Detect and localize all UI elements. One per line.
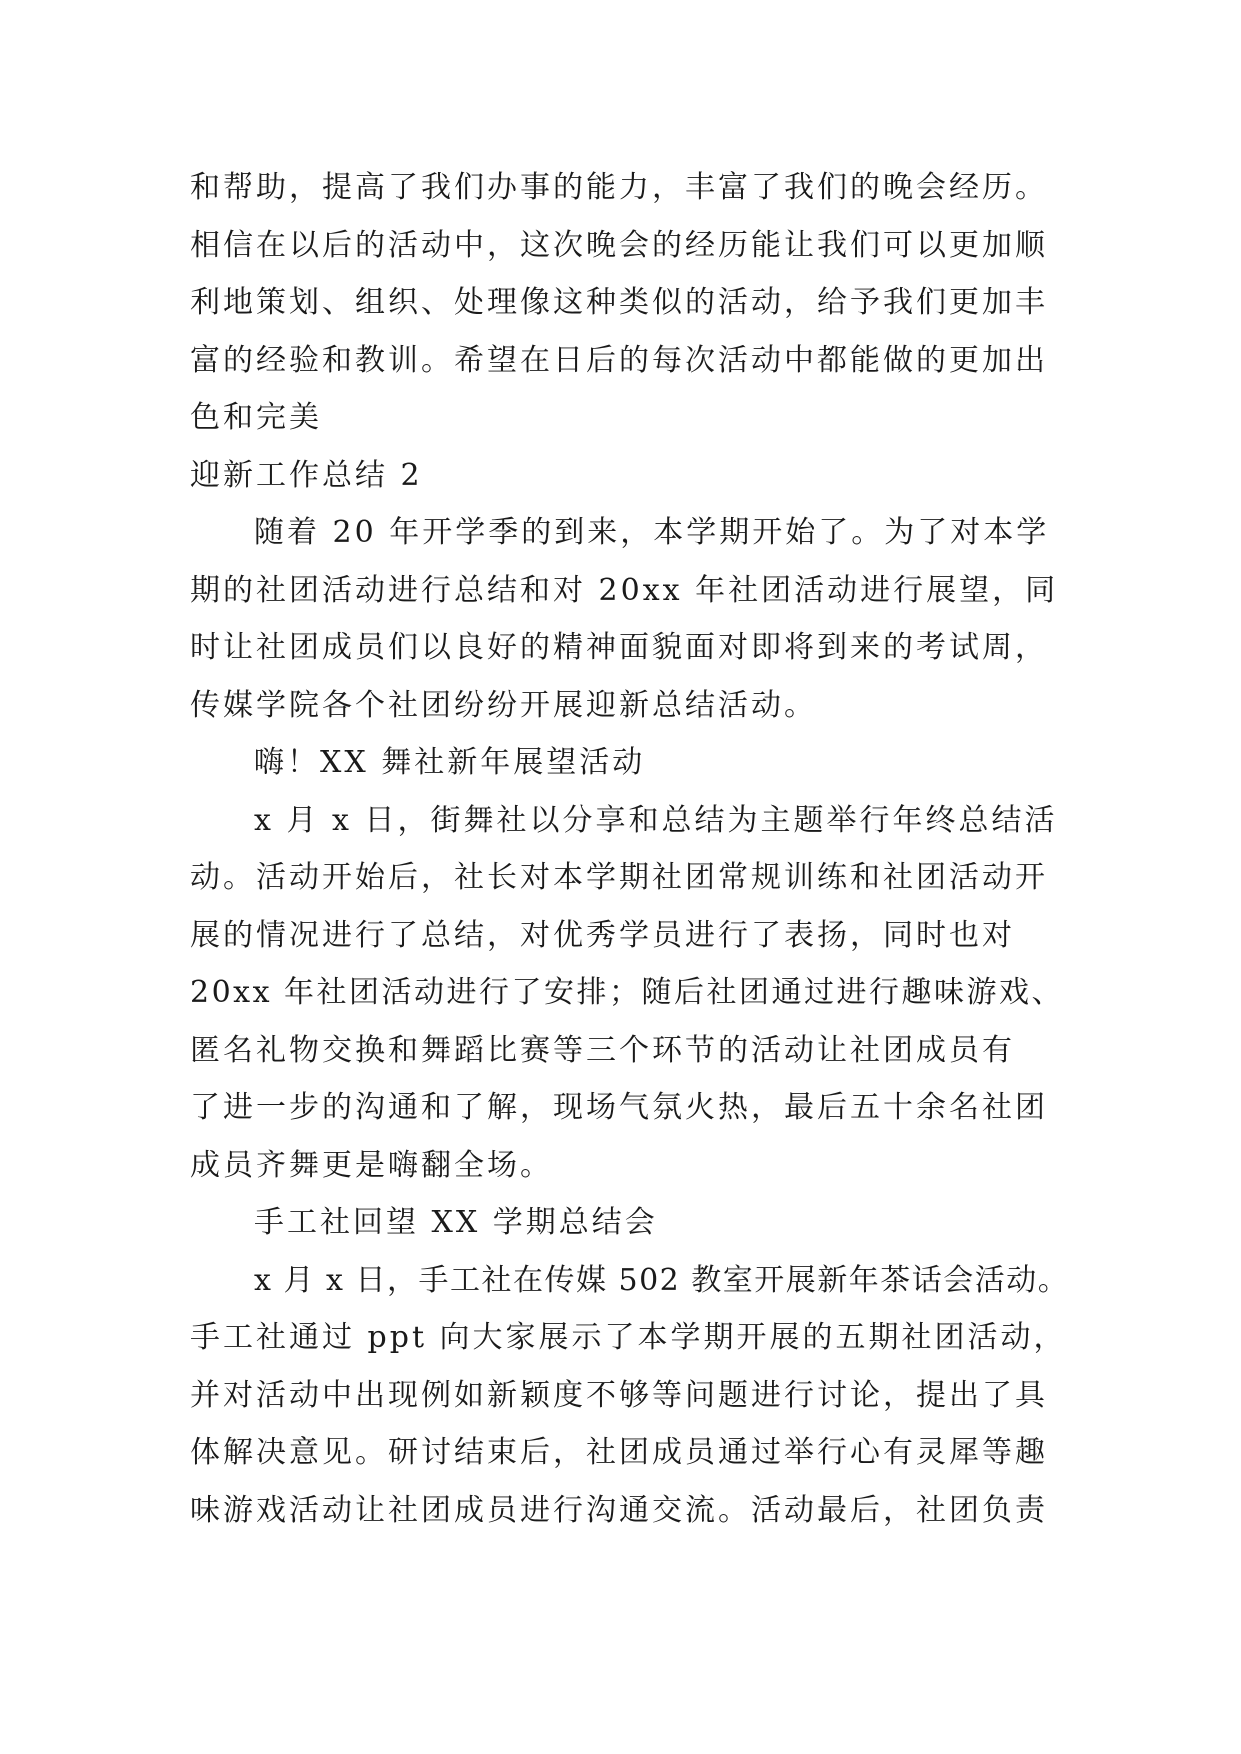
document-line: 传媒学院各个社团纷纷开展迎新总结活动。 xyxy=(190,687,817,723)
document-line: 20xx 年社团活动进行了安排；随后社团通过进行趣味游戏、 xyxy=(190,975,1065,1010)
document-line: 迎新工作总结 2 xyxy=(190,457,423,493)
document-line: 相信在以后的活动中，这次晚会的经历能让我们可以更加顺 xyxy=(190,227,1048,263)
document-line: 富的经验和教训。希望在日后的每次活动中都能做的更加出 xyxy=(190,342,1048,378)
document-line: x 月 x 日，手工社在传媒 502 教室开展新年茶话会活动。 xyxy=(254,1262,1070,1298)
document-line: 了进一步的沟通和了解，现场气氛火热，最后五十余名社团 xyxy=(190,1090,1048,1125)
document-line: 色和完美 xyxy=(190,400,322,435)
document-line: 手工社通过 ppt 向大家展示了本学期开展的五期社团活动， xyxy=(190,1320,1067,1355)
document-body xyxy=(190,159,1070,1539)
document-line: 动。活动开始后，社长对本学期社团常规训练和社团活动开 xyxy=(190,860,1048,895)
document-line: 成员齐舞更是嗨翻全场。 xyxy=(190,1147,553,1183)
document-line: 匿名礼物交换和舞蹈比赛等三个环节的活动让社团成员有 xyxy=(190,1032,1015,1068)
document-line: 期的社团活动进行总结和对 20xx 年社团活动进行展望，同 xyxy=(190,572,1059,608)
document-line: 手工社回望 XX 学期总结会 xyxy=(254,1205,658,1240)
document-line: x 月 x 日，街舞社以分享和总结为主题举行年终总结活 xyxy=(254,802,1058,838)
document-line: 时让社团成员们以良好的精神面貌面对即将到来的考试周， xyxy=(190,630,1048,665)
document-line: 并对活动中出现例如新颖度不够等问题进行讨论，提出了具 xyxy=(190,1377,1048,1413)
document-line: 随着 20 年开学季的到来，本学期开始了。为了对本学 xyxy=(254,515,1050,550)
document-line: 展的情况进行了总结，对优秀学员进行了表扬，同时也对 xyxy=(190,917,1015,953)
document-line: 体解决意见。研讨结束后，社团成员通过举行心有灵犀等趣 xyxy=(190,1435,1048,1470)
document-line: 嗨！XX 舞社新年展望活动 xyxy=(254,745,646,780)
document-line: 利地策划、组织、处理像这种类似的活动，给予我们更加丰 xyxy=(190,285,1048,320)
document-line: 味游戏活动让社团成员进行沟通交流。活动最后，社团负责 xyxy=(190,1492,1048,1528)
document-line: 和帮助，提高了我们办事的能力，丰富了我们的晚会经历。 xyxy=(190,170,1048,205)
